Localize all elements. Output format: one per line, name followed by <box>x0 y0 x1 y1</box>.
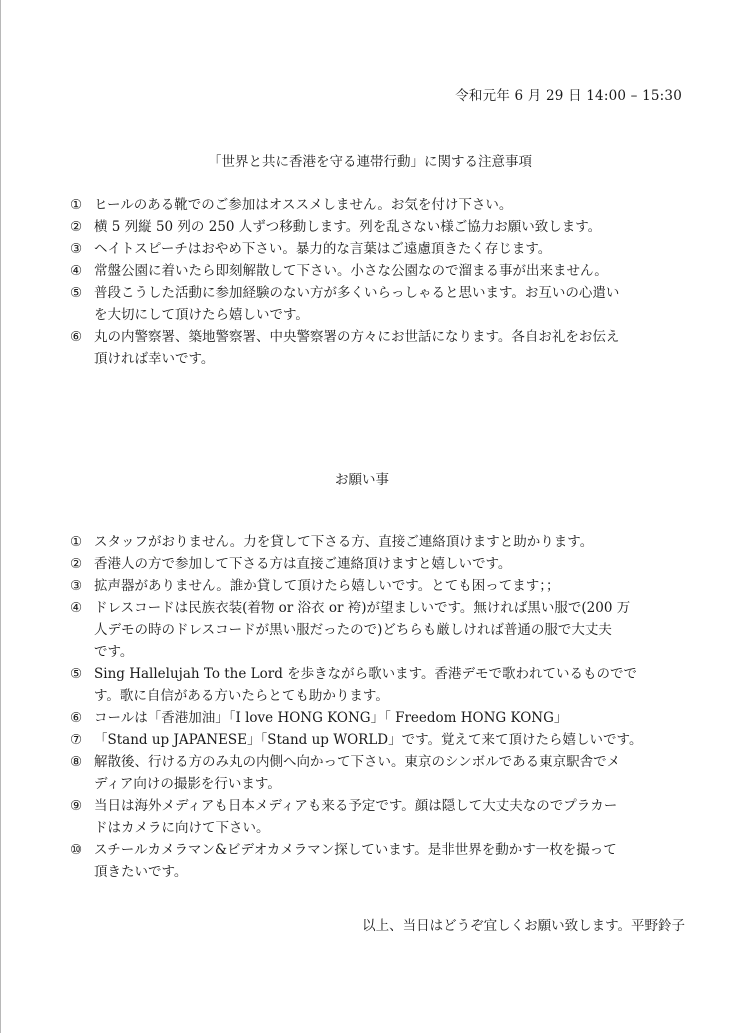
item-text-line: ディア向けの撮影を行います。 <box>94 776 281 792</box>
item-text-line: ドはカメラに向けて下さい。 <box>94 820 270 836</box>
list-item <box>70 795 690 839</box>
item-number: ③ <box>70 241 83 257</box>
item-text-line: す。歌に自信がある方いたらとても助かります。 <box>94 688 389 704</box>
item-text-line: 頂きたいです。 <box>94 864 188 880</box>
item-text-line: ヒールのある靴でのご参加はオススメしません。お気を付け下さい。 <box>94 197 513 213</box>
item-text-line: 解散後、行ける方のみ丸の内側へ向かって下さい。東京のシンボルである東京駅舎でメ <box>94 754 621 770</box>
item-text-line: 常盤公園に着いたら即刻解散して下さい。小さな公園なので溜まる事が出来ません。 <box>94 263 608 279</box>
item-number: ⑤ <box>70 285 83 301</box>
item-text-line: 「Stand up JAPANESE」「Stand up WORLD」です。覚えて来て頂けたら嬉しいです。 <box>94 732 643 748</box>
list-item <box>70 597 690 663</box>
list-item <box>70 729 690 751</box>
item-number: ② <box>70 556 83 572</box>
item-number: ① <box>70 197 83 213</box>
item-text-line: 普段こうした活動に参加経験のない方が多くいらっしゃると思います。お互いの心遣い <box>94 285 620 301</box>
item-number: ③ <box>70 578 83 594</box>
item-text-line: 丸の内警察署、築地警察署、中央警察署の方々にお世話になります。各自お礼をお伝え <box>94 329 620 345</box>
closing-line: 以上、当日はどうぞ宜しくお願い致します。平野鈴子 <box>362 918 685 934</box>
list-item <box>70 531 690 553</box>
list-item <box>70 282 690 326</box>
item-number: ⑥ <box>70 710 83 726</box>
item-number: ⑤ <box>70 666 83 682</box>
list-item <box>70 326 690 370</box>
item-number: ⑧ <box>70 754 83 770</box>
item-text-line: 横 5 列縦 50 列の 250 人ずつ移動します。列を乱さない様ご協力お願い致します。 <box>94 219 602 235</box>
item-number: ⑩ <box>70 842 83 858</box>
item-text-line: です。 <box>94 644 134 660</box>
requests-list <box>70 531 690 883</box>
item-text-line: 頂ければ幸いです。 <box>94 351 215 367</box>
item-text-line: 香港人の方で参加して下さる方は直接ご連絡頂けますと嬉しいです。 <box>94 556 512 572</box>
date-line: 令和元年 6 月 29 日 14:00 – 15:30 <box>455 88 682 104</box>
item-text-line: スタッフがおりません。力を貸して下さる方、直接ご連絡頂けますと助かります。 <box>94 534 594 550</box>
list-item <box>70 260 690 282</box>
item-text-line: コールは「香港加油」「I love HONG KONG」「 Freedom HONG KONG」 <box>94 710 568 726</box>
list-item <box>70 194 690 216</box>
item-number: ⑨ <box>70 798 83 814</box>
item-text-line: 拡声器がありません。誰か貸して頂けたら嬉しいです。とても困ってます；； <box>94 578 560 594</box>
item-number: ④ <box>70 263 83 279</box>
item-number: ④ <box>70 600 83 616</box>
item-number: ① <box>70 534 83 550</box>
item-number: ⑥ <box>70 329 83 345</box>
item-text-line: スチールカメラマン&ビデオカメラマン探しています。是非世界を動かす一枚を撮って <box>94 842 617 858</box>
requests-title: お願い事 <box>335 472 389 488</box>
notice-list <box>70 194 690 370</box>
list-item <box>70 553 690 575</box>
list-item <box>70 839 690 883</box>
list-item <box>70 216 690 238</box>
list-item <box>70 707 690 729</box>
item-number: ⑦ <box>70 732 83 748</box>
list-item <box>70 238 690 260</box>
item-text-line: を大切にして頂けたら嬉しいです。 <box>94 307 309 323</box>
item-number: ② <box>70 219 83 235</box>
list-item <box>70 575 690 597</box>
list-item <box>70 663 690 707</box>
item-text-line: 当日は海外メディアも日本メディアも来る予定です。顔は隠して大丈夫なのでプラカー <box>94 798 618 814</box>
item-text-line: ドレスコードは民族衣装(着物 or 浴衣 or 袴)が望ましいです。無ければ黒い服で(200 万 <box>94 600 631 616</box>
list-item <box>70 751 690 795</box>
item-text-line: 人デモの時のドレスコードが黒い服だったので)どちらも厳しければ普通の服で大丈夫 <box>94 622 612 638</box>
item-text-line: Sing Hallelujah To the Lord を歩きながら歌います。香港デモで歌われているものでで <box>94 666 638 682</box>
item-text-line: ヘイトスピーチはおやめ下さい。暴力的な言葉はご遠慮頂きたく存じます。 <box>94 241 552 257</box>
notice-title: 「世界と共に香港を守る連帯行動」に関する注意事項 <box>208 154 532 170</box>
